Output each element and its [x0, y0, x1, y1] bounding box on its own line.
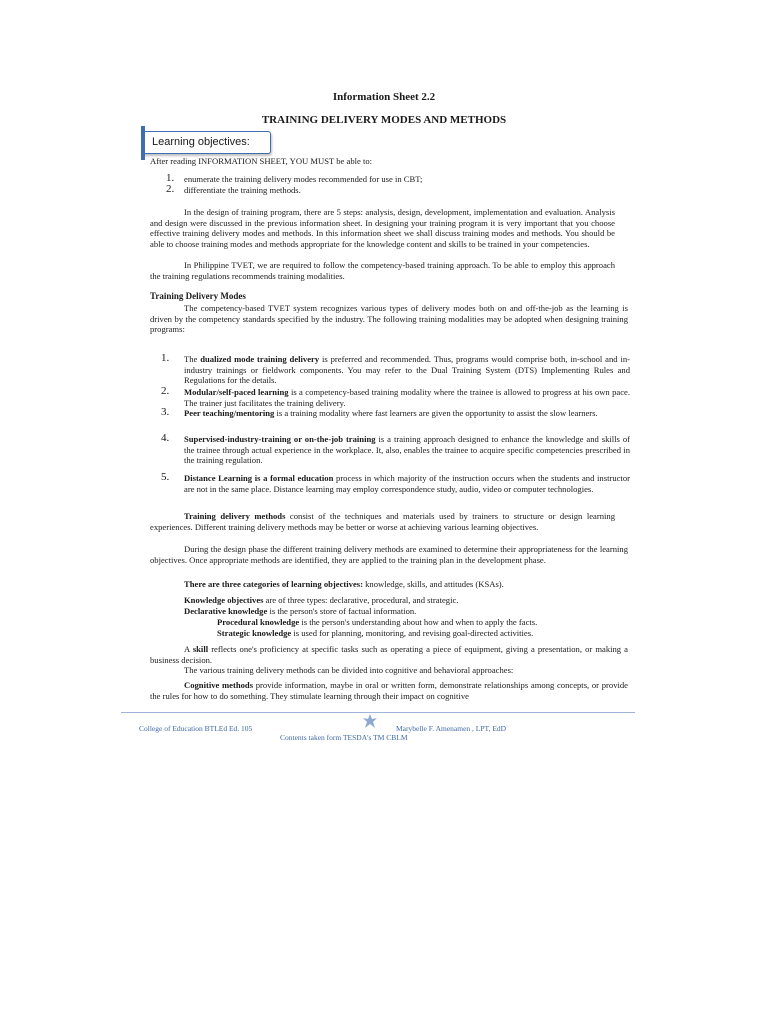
footer-divider: [121, 712, 635, 713]
sheet-title: Information Sheet 2.2: [332, 91, 436, 103]
list-item-num: 2.: [161, 385, 170, 397]
bold-term: Declarative knowledge: [184, 606, 268, 616]
paragraph: During the design phase the different training delivery methods are examined to determine their appropriateness for the learning objectives. Once appropriate methods are identified, they are applied to the training plan in the development phase.: [150, 544, 628, 565]
text-run: knowledge, skills, and attitudes (KSAs).: [362, 579, 504, 589]
intro-item-num: 1.: [166, 172, 175, 184]
text-run: is a training modality where fast learners are given the opportunity to assist the slow learners.: [274, 408, 598, 418]
list-item-num: 4.: [161, 432, 170, 444]
footer-author: Marybelle F. Amenamen , LPT, EdD: [396, 724, 507, 733]
list-item: [184, 387, 630, 408]
paragraph: [184, 579, 624, 590]
intro-item-num: 2.: [166, 183, 175, 195]
footer-contents: Contents taken form TESDA's TM CBLM: [280, 733, 408, 742]
list-item: [184, 408, 630, 419]
bold-term: Peer teaching/mentoring: [184, 408, 275, 418]
paragraph: [184, 606, 624, 617]
learning-objectives-box: [141, 131, 271, 154]
text-run: A: [184, 644, 193, 654]
text-run: The: [184, 354, 201, 364]
list-item-num: 3.: [161, 406, 170, 418]
box-accent-bar: [141, 126, 145, 160]
footer-college: College of Education BTLEd Ed. 105: [139, 724, 253, 733]
list-item-num: 1.: [161, 352, 170, 364]
bold-term: Cognitive methods: [184, 680, 254, 690]
paragraph: In Philippine TVET, we are required to follow the competency-based training approach. To be able to employ this approach the training regulations recommends training modalities.: [150, 260, 615, 281]
text-run: are of three types: declarative, procedural, and strategic.: [263, 595, 459, 605]
intro-item: differentiate the training methods.: [184, 185, 301, 195]
paragraph: [150, 511, 615, 532]
text-run: reflects one's proficiency at specific tasks such as operating a piece of equipment, giving a presentation, or making a business decision.: [150, 644, 628, 665]
bold-term: Distance Learning is a formal education: [184, 473, 334, 483]
section-heading: Training Delivery Modes: [150, 291, 246, 301]
text-run: is a competency-based training modality where the trainee is allowed to progress at his own pace. The trainer just facilitates the training delivery.: [184, 387, 630, 408]
bold-term: Strategic knowledge: [217, 628, 292, 638]
paragraph: The competency-based TVET system recognizes various types of delivery modes both on and off-the-job as the learning is driven by the competency standards specified by the industry. The following training modalities may be adopted when designing training programs:: [150, 303, 628, 335]
text-run: is the person's understanding about how and when to apply the facts.: [299, 617, 538, 627]
bold-term: skill: [192, 644, 209, 654]
paragraph: [184, 595, 624, 606]
paragraph: [150, 644, 628, 665]
paragraph: The various training delivery methods can be divided into cognitive and behavioral approaches:: [184, 665, 514, 675]
list-item: [184, 354, 630, 386]
bold-term: Modular/self-paced learning: [184, 387, 289, 397]
bold-term: Procedural knowledge: [217, 617, 300, 627]
text-run: is the person's store of factual information.: [267, 606, 417, 616]
bold-term: Knowledge objectives: [184, 595, 264, 605]
text-run: is a training approach designed to enhance the knowledge and skills of the trainee through actual experience in the workplace. It, also, enables the trainee to acquire specific competencies prescribed in the training regulation.: [184, 434, 630, 466]
list-item-num: 5.: [161, 471, 170, 483]
paragraph: [217, 628, 627, 639]
list-item: [184, 473, 630, 494]
paragraph: [217, 617, 627, 628]
text-run: is used for planning, monitoring, and revising goal-directed activities.: [291, 628, 534, 638]
college-logo-icon: [362, 713, 378, 731]
bold-term: There are three categories of learning objectives:: [184, 579, 363, 589]
text-run: provide information, maybe in oral or written form, demonstrate relationships among concepts, or provide the rules for how to do something. They stimulate learning through their impact on cognitive: [150, 680, 628, 701]
bold-term: Supervised-industry-training or on-the-job training: [184, 434, 376, 444]
bold-term: dualized mode training delivery: [200, 354, 320, 364]
page-title: TRAINING DELIVERY MODES AND METHODS: [261, 114, 507, 126]
paragraph: In the design of training program, there are 5 steps: analysis, design, development, implementation and evaluation. Analysis and design were discussed in the previous information sheet. In designing your training program it is very important that you choose effective training delivery modes and methods. In this information sheet we shall discuss training modes and methods. You should be able to choose training modes and methods appropriate for the knowledge content and skills to be trained in your competencies.: [150, 207, 615, 249]
paragraph: [150, 680, 628, 701]
text-run: is preferred and recommended. Thus, programs would comprise both, in-school and in-industry trainings or fieldwork components. You may refer to the Dual Training System (DTS) Implementing Rules and Regulations for the details.: [184, 354, 631, 386]
intro-item: enumerate the training delivery modes recommended for use in CBT;: [184, 174, 423, 184]
list-item: [184, 434, 630, 466]
text-run: consist of the techniques and materials used by trainers to structure or design learning experiences. Different training delivery methods may be better or worse at achieving various learning objectives.: [150, 511, 615, 532]
text-run: process in which majority of the instruction occurs when the students and instructor are not in the same place. Distance learning may employ correspondence study, audio, video or computer technologies.: [184, 473, 630, 494]
learning-objectives-label: Learning objectives:: [152, 136, 250, 148]
bold-term: Training delivery methods: [184, 511, 286, 521]
intro-lead: After reading INFORMATION SHEET, YOU MUST be able to:: [150, 156, 373, 166]
